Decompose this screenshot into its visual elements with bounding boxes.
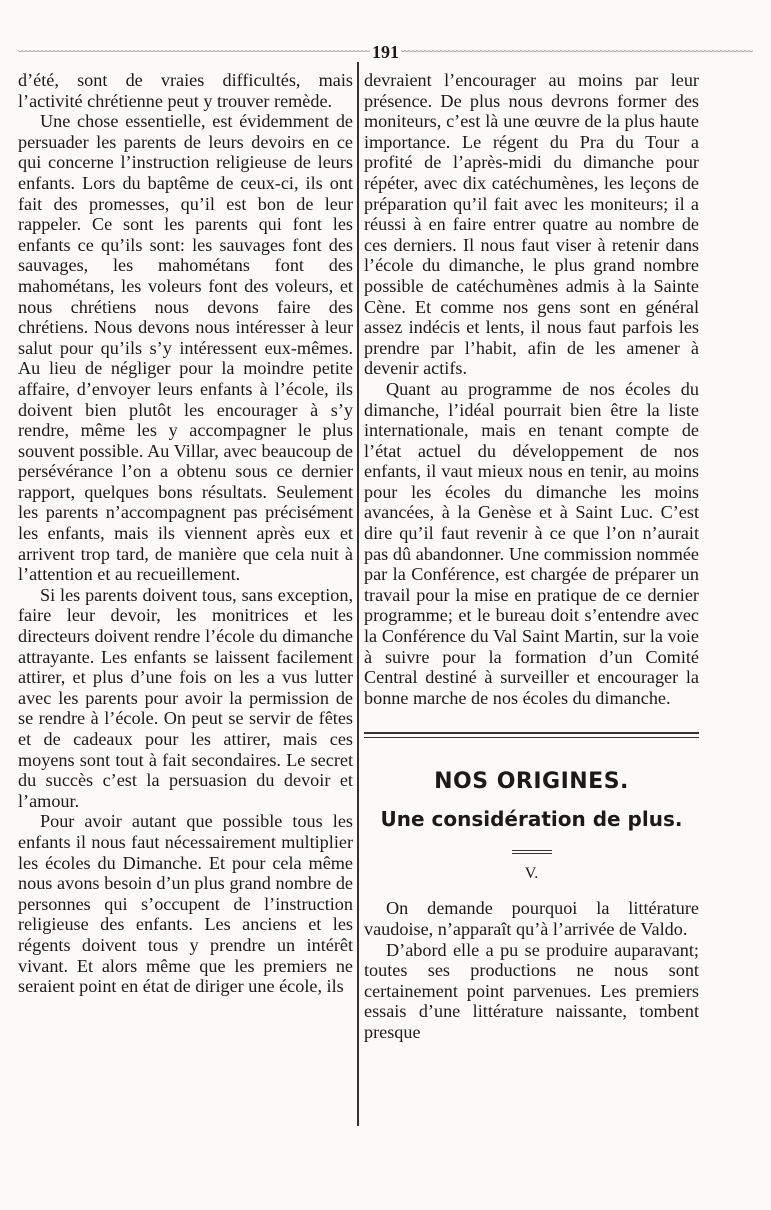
section-title: NOS ORIGINES. [434,769,629,795]
header-ornament-left [18,49,370,55]
page-number: 191 [372,42,399,62]
paragraph: Quant au programme de nos écoles du dimanche, l’idéal pourrait bien être la liste internationale, mais en tenant compte de l’état actuel du développement de nos enfants, il vaut mieux nous en tenir, au moins pour les écoles du dimanche les moins avancées, à la Genèse et à Saint Luc. C’est dire qu’il faut revenir à ce que l’on n’aurait pas dû abandonner. Une commission nommée par la Conférence, est chargée de préparer un travail pour la mise en pratique de ce dernier programme; et le bureau doit s’entendre avec la Conférence du Val Saint Martin, sur la voie à suivre pour la formation d’un Comité Central destiné à surveiller et encourager la bonne marche de nos écoles du dimanche. [364,378,699,708]
paragraph: Une chose essentielle, est évidemment de persuader les parents de leurs devoirs en ce qui concerne l’instruction religieuse de leurs enfants. Lors du baptême de ceux-ci, ils ont fait des promesses, qu’il est bon de leur rappeler. Ce sont les parents qui font les enfants ce qu’ils sont: les sauvages font des sauvages, les mahométans font des mahométans, les voleurs font des voleurs, et nous chrétiens nous devons faire des chrétiens. Nous devons nous intéresser à leur salut pour qu’ils s’y intéressent eux-mêmes. Au lieu de négliger pour la moindre petite affaire, d’envoyer leurs enfants à l’école, ils doivent bien plutôt les encourager à s’y rendre, même les y accompagner le plus souvent possible. Au Villar, avec beaucoup de persévérance l’on a obtenu sous ce dernier rapport, quelques bons résultats. Seulement les parents n’accompagnent pas précisément les enfants, mais ils viennent après eux et arrivent trop tard, de manière que cela nuit à l’attention et au recueillement. [18,111,353,585]
header-ornament-right [401,49,753,55]
right-column [364,70,699,1198]
section-separator [364,732,699,738]
paragraph: On demande pourquoi la littérature vaudoise, n’apparaît qu’à l’arrivée de Valdo. [364,898,699,939]
section-subtitle: Une considération de plus. [380,807,683,832]
page-header [18,39,753,65]
ornamental-dash [512,850,552,854]
paragraph: Si les parents doivent tous, sans exception, faire leur devoir, les monitrices et les directeurs doivent rendre l’école du dimanche attrayante. Les enfants se laissent facilement attirer, et plus d’une fois on les a vus lutter avec les parents pour avoir la permission de se rendre à l’école. On peut se servir de fêtes et de cadeaux pour les attirer, mais ces moyens sont tout à fait secondaires. Le secret du succès c’est la persuasion du devoir et l’amour. [18,584,353,811]
chapter-numeral: V. [524,865,539,883]
paragraph: devraient l’encourager au moins par leur présence. De plus nous devrons former des moniteurs, c’est là une œuvre de la plus haute importance. Le régent du Pra du Tour a profité de l’après-midi du dimanche pour répéter, avec dix catéchumènes, les leçons de préparation qu’il fait avec les moniteurs; il a réussi à en faire entrer quatre au nombre de ces derniers. Il nous faut viser à retenir dans l’école du dimanche, le plus grand nombre possible de catéchumènes admis à la Sainte Cène. Et comme nos gens sont en général assez indécis et lents, il nous faut parfois les prendre par l’habit, afin de les amener à devenir actifs. [364,70,699,379]
left-column [18,70,353,1198]
column-divider [357,62,359,1126]
paragraph: d’été, sont de vraies difficultés, mais l’activité chrétienne peut y trouver remède. [18,70,353,111]
paragraph: D’abord elle a pu se produire auparavant; toutes ses productions ne nous sont certainement point parvenues. Les premiers essais d’une littérature naissante, tombent presque [364,939,699,1042]
paragraph: Pour avoir autant que possible tous les enfants il nous faut nécessairement multiplier les écoles du Dimanche. Et pour cela même nous avons besoin d’un plus grand nombre de personnes qui s’occupent de l’instruction religieuse des enfants. Les anciens et les régents doivent tous y prendre un intérêt vivant. Et alors même que les premiers ne seraient point en état de diriger une école, ils [18,811,353,997]
